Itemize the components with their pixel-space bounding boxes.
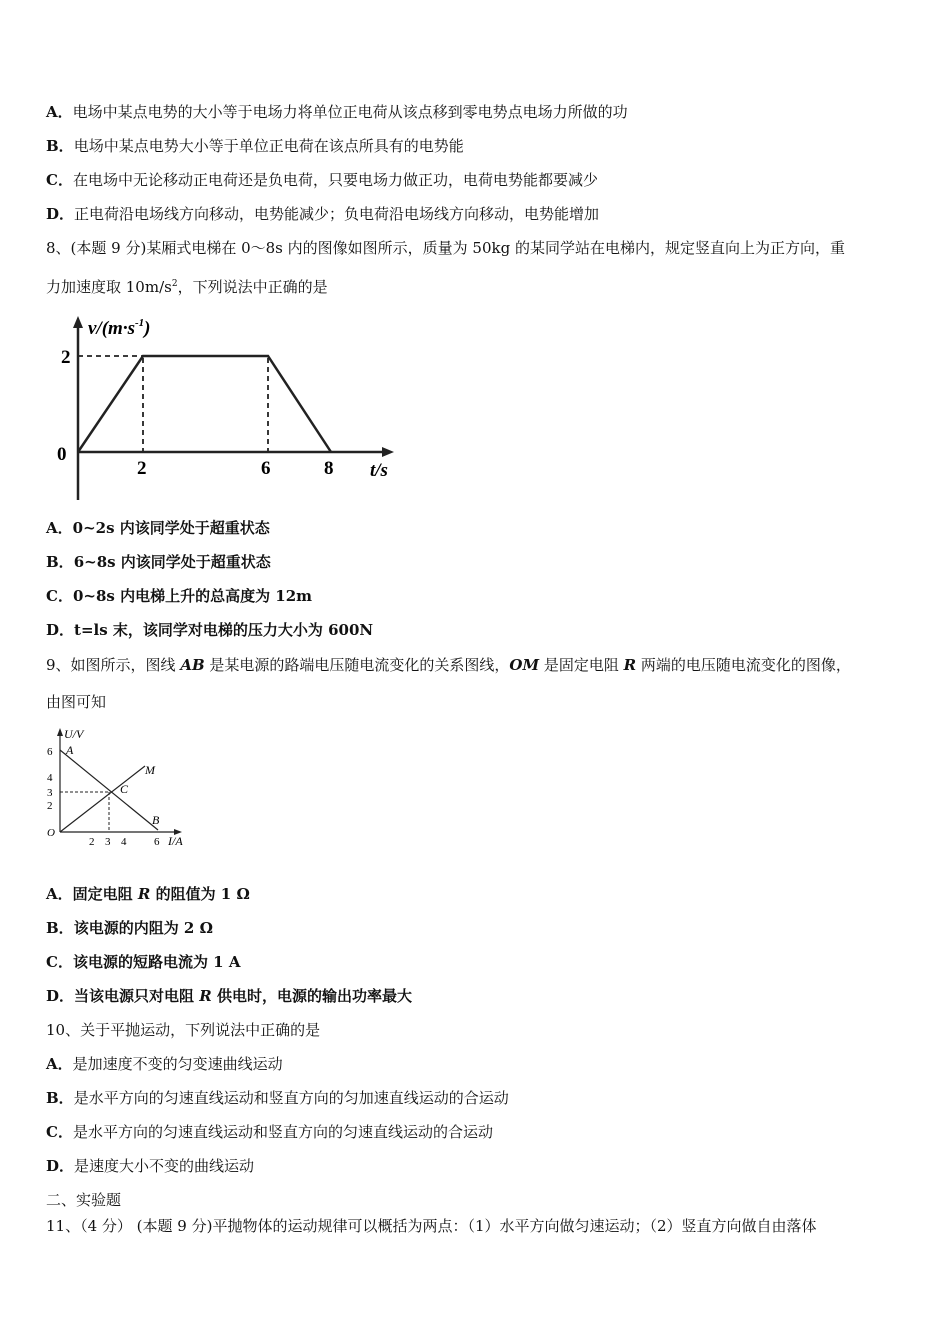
q8-x-tick-8: 8: [324, 458, 334, 479]
q8-option-d: [46, 620, 373, 640]
q8-origin-label: 0: [57, 444, 67, 465]
q8-option-b: [46, 552, 271, 572]
q8-option-a: [46, 518, 270, 538]
q9-option-c: [46, 952, 240, 972]
q9-origin-label: O: [47, 827, 55, 839]
q11-stem: 11、（4 分） (本题 9 分)平抛物体的运动规律可以概括为两点：（1）水平方向做匀速运动；（2）竖直方向做自由落体: [46, 1217, 817, 1235]
option-text: 0~8s 内电梯上升的总高度为 12m: [72, 587, 313, 605]
option-label: B．: [46, 553, 74, 571]
q9-y-tick-4: 4: [47, 772, 53, 784]
option-label: D．: [46, 621, 75, 639]
q9-y-tick-3: 3: [47, 787, 53, 799]
option-text-pre: 固定电阻: [72, 885, 138, 903]
option-var: R: [199, 987, 212, 1005]
option-label: D．: [46, 987, 75, 1005]
option-text: 在电场中无论移动正电荷还是负电荷，只要电场力做正功，电荷电势能都要减少: [72, 171, 598, 189]
q8-x-axis-label: t/s: [370, 460, 388, 481]
q8-option-c: [46, 586, 312, 606]
q9-y-tick-6: 6: [47, 746, 53, 758]
option-label: B．: [46, 137, 74, 155]
option-text: 是加速度不变的匀变速曲线运动: [72, 1055, 283, 1073]
q9-stem-p2: 是某电源的路端电压随电流变化的关系图线，: [204, 656, 510, 674]
option-label: A．: [46, 519, 73, 537]
option-text: 该电源的内阻为 2 Ω: [73, 919, 213, 937]
option-label: D．: [46, 205, 75, 223]
option-label: D．: [46, 1157, 75, 1175]
q9-x-tick-4: 4: [121, 836, 127, 848]
q9-x-tick-6: 6: [154, 836, 160, 848]
option-label: C．: [46, 171, 73, 189]
q8-y-arrow: [73, 316, 83, 328]
option-text: 是速度大小不变的曲线运动: [74, 1157, 255, 1175]
option-label: A．: [46, 1055, 73, 1073]
q8-stem-sup: 2: [171, 279, 178, 289]
q9-stem-p3: 是固定电阻: [539, 656, 624, 674]
q9-stem-ab: AB: [180, 656, 205, 674]
q8-y-axis-label: $v/(m\cdot s^{-1})$: [88, 317, 151, 339]
q8-stem-line1: 8、(本题 9 分)某厢式电梯在 0～8s 内的图像如图所示，质量为 50kg 的某同学站在电梯内，规定竖直向上为正方向，重: [46, 239, 845, 257]
q9-stem-line2: 由图可知: [46, 693, 107, 711]
q8-x-tick-2: 2: [137, 458, 147, 479]
q9-stem-line1: [46, 655, 851, 675]
q9-ui-chart: [44, 724, 194, 852]
option-label: C．: [46, 1123, 73, 1141]
option-label: B．: [46, 1089, 74, 1107]
q9-line-om: [60, 766, 145, 832]
option-text-pre: 当该电源只对电阻: [74, 987, 200, 1005]
q9-option-d: [46, 986, 412, 1006]
q7-option-d: [46, 204, 599, 224]
q9-y-tick-2: 2: [47, 800, 53, 812]
q8-stem-line2: [46, 274, 328, 297]
option-text-post: 供电时，电源的输出功率最大: [211, 987, 412, 1005]
q9-x-tick-3: 3: [105, 836, 111, 848]
option-label: C．: [46, 587, 73, 605]
option-label: A．: [46, 103, 73, 121]
option-text: 电场中某点电势大小等于单位正电荷在该点所具有的电势能: [73, 137, 464, 155]
q10-option-c: [46, 1122, 493, 1142]
section-title: 二、实验题: [46, 1191, 122, 1209]
q9-point-a: A: [66, 743, 74, 757]
option-text: 正电荷沿电场线方向移动，电势能减少；负电荷沿电场线方向移动，电势能增加: [74, 205, 600, 223]
option-label: C．: [46, 953, 73, 971]
q9-point-b: B: [152, 813, 160, 827]
option-text: 该电源的短路电流为 1 A: [72, 953, 241, 971]
option-var: R: [137, 885, 151, 903]
q9-stem-p1: 9、如图所示，图线: [46, 656, 181, 674]
option-label: B．: [46, 919, 74, 937]
q8-velocity-line: [78, 356, 331, 452]
q9-stem-om: OM: [509, 656, 540, 674]
q10-option-b: [46, 1088, 509, 1108]
q8-x-arrow: [382, 447, 394, 457]
option-text: 6~8s 内该同学处于超重状态: [73, 553, 271, 571]
q8-x-tick-6: 6: [261, 458, 271, 479]
q9-x-axis-label: I/A: [168, 834, 183, 848]
q10-stem: 10、关于平抛运动，下列说法中正确的是: [46, 1021, 321, 1039]
option-label: A．: [46, 885, 73, 903]
q9-stem-p4: 两端的电压随电流变化的图像，: [636, 656, 851, 674]
q9-y-arrow: [57, 728, 63, 736]
q9-point-m: M: [145, 763, 155, 777]
option-text: 是水平方向的匀速直线运动和竖直方向的匀速直线运动的合运动: [72, 1123, 493, 1141]
option-text: 0~2s 内该同学处于超重状态: [72, 519, 270, 537]
q9-point-c: C: [120, 782, 129, 796]
q9-x-tick-2: 2: [89, 836, 95, 848]
q7-option-a: [46, 102, 628, 122]
q9-stem-r: R: [623, 656, 637, 674]
q9-option-a: [46, 884, 250, 904]
q8-stem-post: ，下列说法中正确的是: [177, 278, 328, 296]
q8-stem-pre: 力加速度取 10m/s: [46, 278, 172, 296]
q10-option-d: [46, 1156, 254, 1176]
option-text: 电场中某点电势的大小等于电场力将单位正电荷从该点移到零电势点电场力所做的功: [72, 103, 628, 121]
option-text: 是水平方向的匀速直线运动和竖直方向的匀加速直线运动的合运动: [73, 1089, 509, 1107]
q9-option-b: [46, 918, 213, 938]
q7-option-b: [46, 136, 464, 156]
option-text-post: 的阻值为 1 Ω: [150, 885, 250, 903]
q10-option-a: [46, 1054, 283, 1074]
option-text: t=ls 末，该同学对电梯的压力大小为 600N: [74, 621, 374, 639]
q8-y-tick-2: 2: [61, 347, 71, 368]
q8-vt-chart: [48, 308, 408, 503]
q7-option-c: [46, 170, 598, 190]
q9-y-axis-label: U/V: [64, 727, 84, 741]
